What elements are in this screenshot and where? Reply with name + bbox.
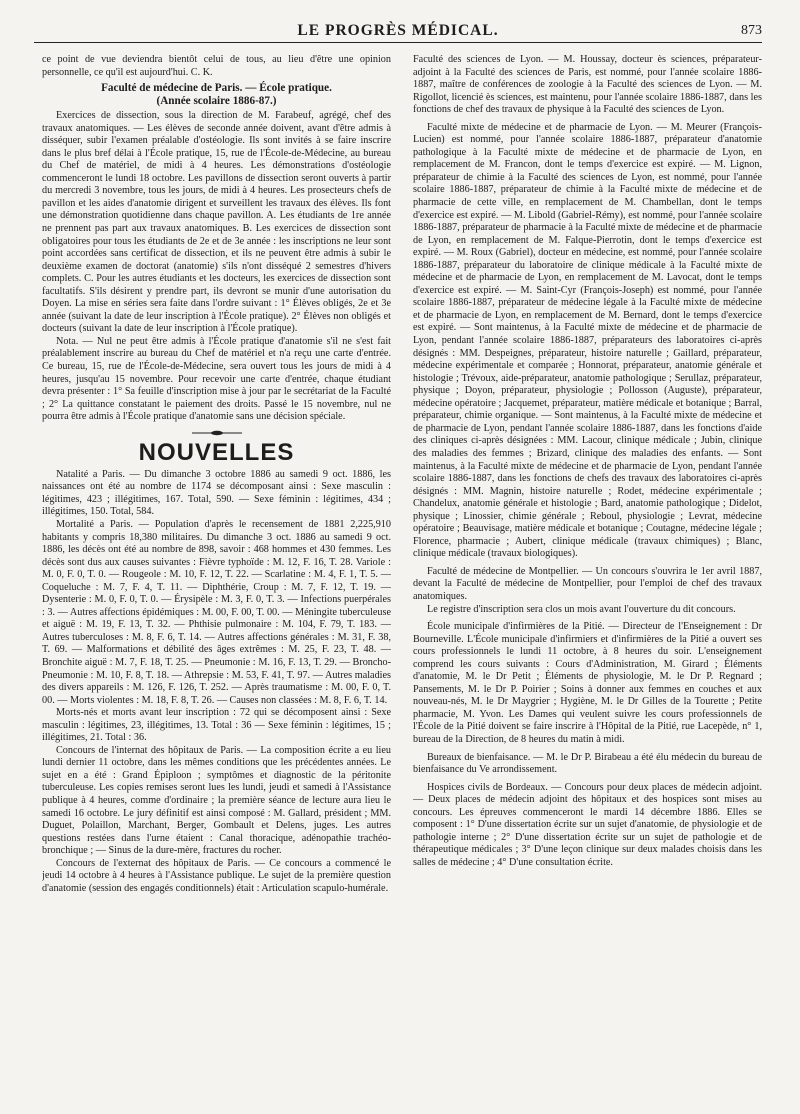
externat-paragraph: Concours de l'externat des hôpitaux de Paris. — Ce concours a commencé le jeudi 14 octobre à 4 heures à l'Assistance publique. Le sujet de la première question d'anatomie (session des engagés conditionnels) était : Articulation scapulo-humérale. <box>42 857 391 894</box>
lyon-mixte-paragraph: Faculté mixte de médecine et de pharmacie de Lyon. — M. Meurer (François-Lucien) est nommé, pour l'année scolaire 1886-1887, préparateur d'anatomie pathologique à la Faculté mixte de médecine et de pharmacie de Lyon, en remplacement de M. Francon, dont le temps d'exercice est expiré. — M. Lignon, préparateur de chimie à la Faculté des sciences de Lyon, est nommé, pour l'année scolaire 1886-1887, préparateur de chimie à la Faculté mixte de médecine et de pharmacie de cette ville, en remplacement de M. Chambellan, dont le temps d'exercice est expiré. — M. Libold (Gabriel-Rémy), est nommé, pour l'année scolaire 1886-1887, préparateur de pharmacie à la Faculté mixte de médecine et de pharmacie de Lyon, en remplacement de M. Falque-Pierrotin, dont le temps d'exercice est expiré. — M. Roux (Gabriel), docteur en médecine, est nommé, pour l'année scolaire 1886-1887, préparateur du laboratoire de clinique médicale à la Faculté mixte de médecine et de pharmacie de Lyon, en remplacement de M. Lavocat, dont le temps d'exercice est expiré. — M. Saint-Cyr (François-Joseph) est nommé, pour l'année scolaire 1886-1887, préparateur de médecine légale à la Faculté mixte de médecine et de pharmacie de Lyon, en remplacement de M. Bernard, dont le temps d'exercice est expiré. — Sont maintenus, à la Faculté mixte de médecine et de pharmacie de Lyon, pendant l'année scolaire 1886-1887, préparateurs des laboratoires ci-après désignés : MM. Despeignes, préparateur, histoire naturelle ; Gaillard, préparateur, médecine expérimentale et comparée ; Honnorat, préparateur, anatomie générale et histologie ; Trévoux, aide-préparateur, anatomie pathologique ; Serullaz, préparateur, physique ; Doyon, préparateur, physiologie ; Pollosson (Auguste), préparateur, médecine opératoire ; Jacquemet, préparateur, matière médicale et botanique ; Barral, préparateur, chimie organique. — Sont maintenus, à la Faculté mixte de médecine et de pharmacie de Lyon, pendant l'année scolaire 1886-1887, dans les fonctions d'aide des cliniques ci-après désignées : MM. Lacour, clinique médicale ; Jubin, clinique des maladies des femmes ; Brizard, clinique des maladies des enfants. — Sont maintenus, à la Faculté mixte de médecine et de pharmacie de Lyon, pendant l'année scolaire 1886-1887, dans les fonctions de chefs des travaux des laboratoires ci-après désignés : MM. Magnin, histoire naturelle ; Rodet, médecine expérimentale ; Chandelux, anatomie générale et histologie ; Bard, anatomie pathologique ; Didelot, physique ; Linossier, chimie générale ; Reboul, physiologie ; Levrat, médecine opératoire ; Beauvisage, matière médicale et botanique ; Coutagne, médecine légale ; Florence, pharmacie ; Aubert, clinique médicale (travaux chimiques) ; Blanc, clinique médicale (travaux biologiques). <box>413 121 762 560</box>
intro-paragraph: ce point de vue deviendra bientôt celui de tous, au lieu d'être une opinion personnelle, ce qu'il est aujourd'hui. C. K. <box>42 54 391 78</box>
nota-paragraph: Nota. — Nul ne peut être admis à l'École pratique d'anatomie s'il ne s'est fait préalablement inscrire au bureau du Chef de matériel et n'a reçu une carte d'entrée. Ce bureau, 15, rue de l'École-de-Médecine, sera ouvert tous les jours de midi à 4 heures, jusqu'au 15 novembre. Pour recevoir une carte d'entrée, chaque étudiant devra présenter : 1° Sa feuille d'inscription mise à jour par le secrétariat de la Faculté ; 2° La quittance constatant le paiement des droits. Passé le 15 novembre, nul ne pourra être admis à l'École pratique d'anatomie sans une décision spéciale. <box>42 335 391 423</box>
morts-nes-paragraph: Morts-nés et morts avant leur inscription : 72 qui se décomposent ainsi : Sexe masculin : légitimes, 23, illégitimes, 13. Total : 36 — Sexe féminin : légitimes, 15 ; illégitimes, 21. Total : 36. <box>42 707 391 744</box>
natalite-paragraph: Natalité a Paris. — Du dimanche 3 octobre 1886 au samedi 9 oct. 1886, les naissances ont été au nombre de 1174 se décomposant ainsi : Sexe masculin : légitimes, 423 ; illégitimes, 167. Total, 590. — Sexe féminin : légitimes, 434 ; illégitimes, 150. Total, 584. <box>42 468 391 518</box>
registre-paragraph: Le registre d'inscription sera clos un mois avant l'ouverture du dit concours. <box>427 603 736 615</box>
dissection-paragraph: Exercices de dissection, sous la direction de M. Farabeuf, agrégé, chef des travaux anatomiques. — Les élèves de seconde année doivent, avant d'être admis à disséquer, subir l'examen préalable d'ostéologie. Ils sont invités à se faire inscrire dans le plus bref délai à l'École pratique, 15, rue de l'École-de-Médecine, au bureau du Chef de matériel, de midi à 4 heures. Les démonstrations d'ostéologie commenceront le lundi 18 octobre. Les pavillons de dissection seront ouverts à partir du mercredi 3 novembre, tous les jours, de midi à 4 heures. Les prosecteurs chefs de pavillon et les aides d'anatomie dirigent et surveillent les travaux des élèves. Ils font une démonstration quotidienne dans chaque pavillon. A. Les étudiants de 1re année ne prennent pas part aux travaux anatomiques. B. Les exercices de dissection sont obligatoires pour tous les étudiants de 2e et de 3e année : les inscriptions ne leur sont point accordées sans certificat de dissection, et ils ne peuvent être admis à subir le deuxième examen de doctorat (anatomie) s'ils n'ont disséqué 2 semestres d'hivers complets. C. Pour les autres étudiants et les docteurs, les exercices de dissection sont facultatifs. S'ils désirent y prendre part, ils devront se munir d'une autorisation du Doyen. La mise en séries sera faite dans l'ordre suivant : 1° Élèves obligés, 2e et 3e année (suivant la date de leur inscription à l'École pratique). 2° Élèves non obligés et docteurs (suivant la date de leur inscription à l'École pratique). <box>42 110 391 335</box>
page-number: 873 <box>741 23 762 38</box>
ornament-divider <box>192 430 242 436</box>
pitie-paragraph: École municipale d'infirmières de la Pitié. — Directeur de l'Enseignement : Dr Bourneville. L'École municipale d'infirmiers et d'infirmières de la Pitié a ouvert ses cours professionnels le lundi 11 octobre, à 8 heures du soir. L'enseignement comprend les cours suivants : Cours d'Administration, M. Girard ; Éléments d'anatomie, M. le Dr Petit ; Éléments de physiologie, M. le Dr P. Regnard ; Pansements, M. le Dr P. Poirier ; Soins à donner aux femmes en couches et aux nouveau-nés, M. le Dr Maygrier ; Hygiène, M. le Dr Gilles de la Tourette ; Petite pharmacie, M. Yvon. Les Dames qui veulent suivre les cours professionnels de l'École de la Pitié doivent se faire inscrire à l'Hôpital de la Pitié, rue Lacepède, n° 1, bureau de la Direction, de 8 heures du matin à midi. <box>413 621 762 745</box>
montpellier-paragraph: Faculté de médecine de Montpellier. — Un concours s'ouvrira le 1er avril 1887, devant la Faculté de médecine de Montpellier, pour l'emploi de chef des travaux anatomiques. <box>413 565 762 602</box>
lyon-sciences-paragraph: Faculté des sciences de Lyon. — M. Houssay, docteur ès sciences, préparateur-adjoint à la Faculté des sciences de Paris, est nommé, pour l'année scolaire 1886-1887, maître de conférences de zoologie à la Faculté des sciences de Lyon. — M. Rigollot, licencié ès sciences, est maintenu, pour l'année scolaire 1886-1887, dans les fonctions de chef des travaux de physique à la Faculté des sciences de Lyon. <box>413 54 762 116</box>
internat-paragraph: Concours de l'internat des hôpitaux de Paris. — La composition écrite a eu lieu lundi dernier 11 octobre, dans les mêmes conditions que les précédentes années. Le sujet en a été : Grand Épiploon ; symptômes et diagnostic de la péritonite tuberculeuse. Les copies remises seront lues les lundi, jeudi et samedi à l'Assistance publique à 4 heures, comme d'ordinaire ; la première séance de lecture aura lieu le samedi 16 octobre. Le jury définitif est ainsi composé : M. Gallard, président ; MM. Duguet, Polaillon, Marchant, Berger, Gombault et Delens, juges. Les autres questions restées dans l'urne étaient : Canal thoracique, adénopathie trachéo-bronchique ; — Sinus de la dure-mère, fractures du rocher. <box>42 744 391 857</box>
heading-line-2: (Année scolaire 1886-87.) <box>156 95 277 108</box>
journal-title: LE PROGRÈS MÉDICAL. <box>297 22 499 39</box>
page-header <box>34 22 762 43</box>
bienfaisance-paragraph: Bureaux de bienfaisance. — M. le Dr P. Birabeau a été élu médecin du bureau de bienfaisance du Ve arrondissement. <box>413 751 762 776</box>
right-column <box>413 54 762 1104</box>
heading-line-1: Faculté de médecine de Paris. — École pratique. <box>101 82 332 95</box>
left-column <box>42 54 391 1104</box>
bordeaux-paragraph: Hospices civils de Bordeaux. — Concours pour deux places de médecin adjoint. — Deux places de médecin adjoint des hôpitaux et des hospices sont mises au concours. Les épreuves commenceront le mardi 14 décembre 1886. Elles se composent : 1° D'une dissertation écrite sur un sujet d'anatomie, de physiologie et de pathologie interne ; 2° D'une dissertation écrite sur un sujet de pathologie et de thérapeutique médicales ; 3° D'une leçon clinique sur deux malades choisis dans les salles de médecine ; 4° D'une consultation écrite. <box>413 781 762 868</box>
mortalite-paragraph: Mortalité a Paris. — Population d'après le recensement de 1881 2,225,910 habitants y compris 18,380 militaires. Du dimanche 3 oct. 1886 au samedi 9 oct. 1886, les décès ont été au nombre de 898, savoir : 468 hommes et 430 femmes. Les décès sont dus aux causes suivantes : Fièvre typhoïde : M. 12, F. 16, T. 28. Variole : M. 0, F. 0, T. 0. — Rougeole : M. 10, F. 12, T. 22. — Scarlatine : M. 4, F. 1, T. 5. — Coqueluche : M. 7, F. 4, T. 11. — Diphthérie, Croup : M. 7, F. 12, T. 19. — Dysenterie : M. 0, F. 0, T. 0. — Érysipèle : M. 3, F. 0, T. 3. — Infections puerpérales : 3. — Autres affections épidémiques : M. 00, F. 00, T. 00. — Méningite tuberculeuse et aiguë : M. 19, F. 13, T. 32. — Phthisie pulmonaire : M. 104, F. 79, T. 183. — Autres tuberculoses : M. 8, F. 6, T. 14. — Autres affections générales : M. 31, F. 38, T. 69. — Malformations et débilité des âges extrêmes : M. 25, F. 23, T. 48. — Bronchite aiguë : M. 7, F. 18, T. 25. — Pneumonie : M. 16, F. 13, T. 29. — Broncho-Pneumonie : M. 10, F. 8, T. 18. — Athrepsie : M. 53, F. 41, T. 97. — Autres maladies des divers appareils : M. 126, F. 126, T. 252. — Après traumatisme : M. 00, F. 0, T. 00. — Morts violentes : M. 18, F. 8, T. 26. — Causes non classées : M. 8, F. 6, T. 14. <box>42 518 391 706</box>
nouvelles-title: NOUVELLES <box>138 438 295 466</box>
section-heading-faculte <box>42 82 391 108</box>
